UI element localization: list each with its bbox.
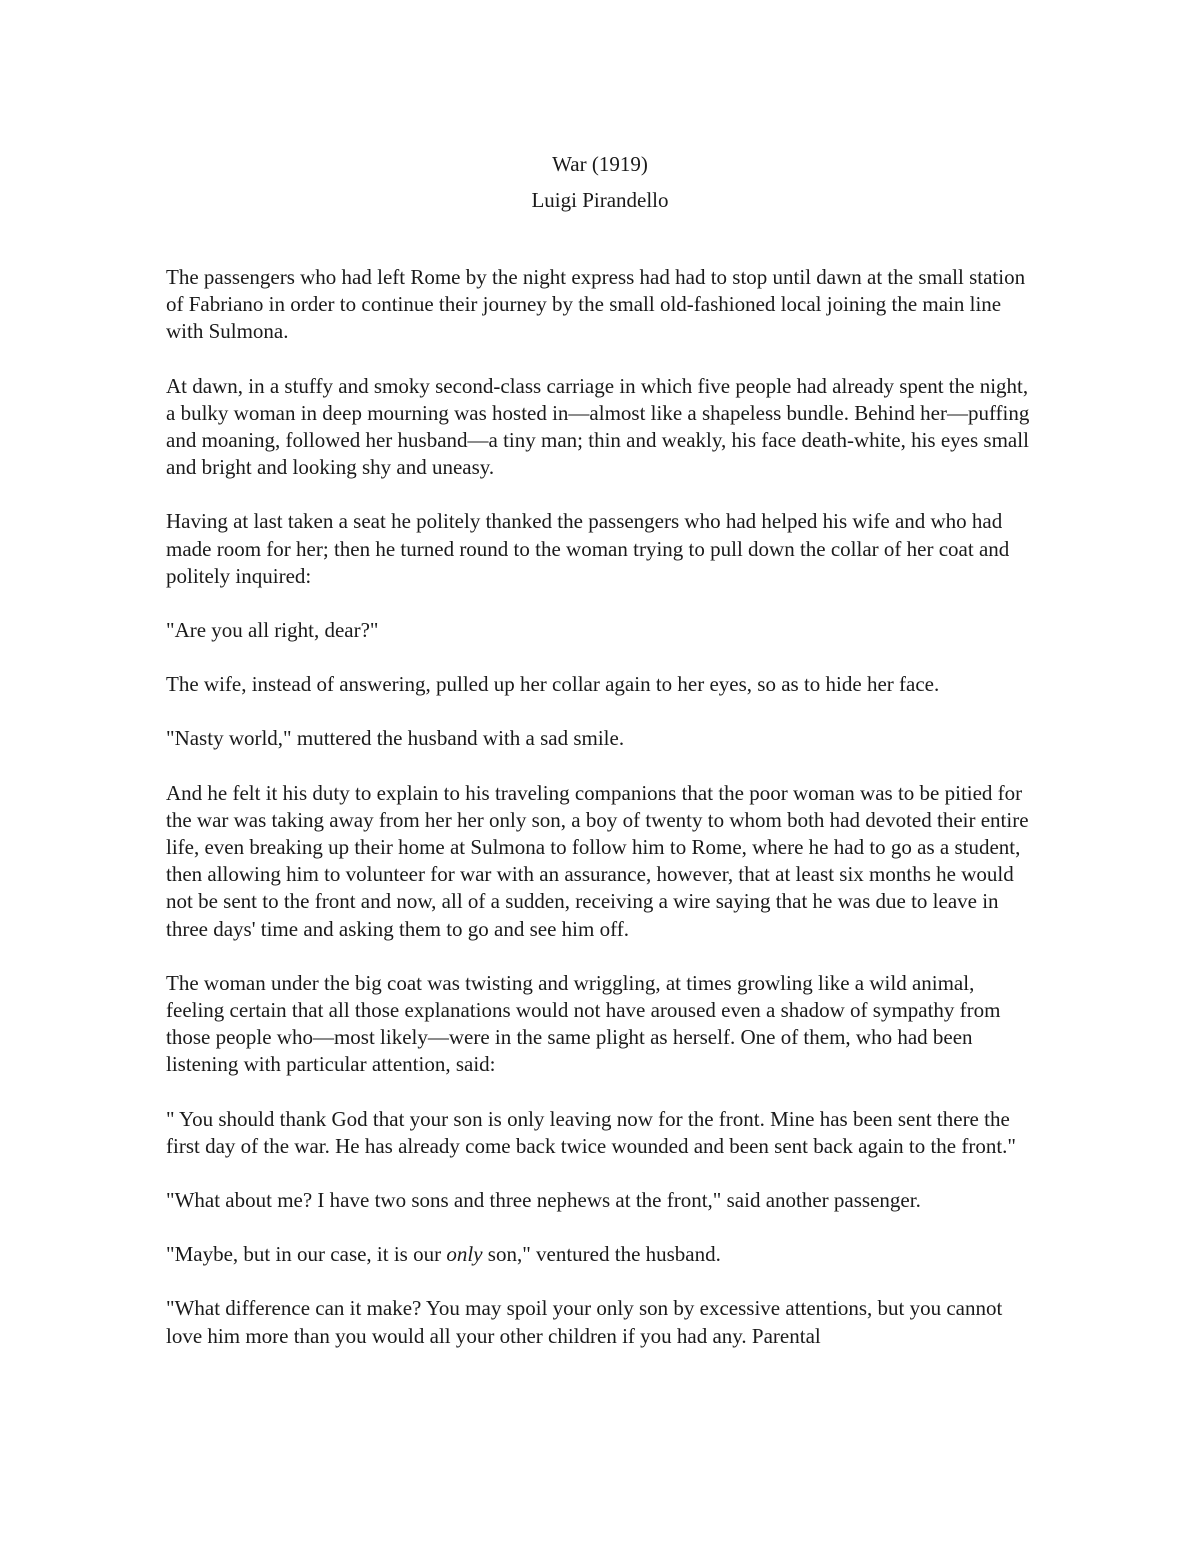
document-author: Luigi Pirandello	[531, 188, 669, 212]
paragraph-2: At dawn, in a stuffy and smoky second-class carriage in which five people had already spent the night, a bulky woman in deep mourning was hosted in—almost like a shapeless bundle. Behind her—puffing and moaning, followed her husband—a tiny man; thin and weakly, his face death-white, his eyes small and bright and looking shy and uneasy.	[166, 373, 1030, 480]
paragraph-4: "Are you all right, dear?"	[166, 618, 379, 643]
document-title: War (1919)	[552, 152, 648, 176]
paragraph-11-after: son," ventured the husband.	[482, 1242, 721, 1267]
paragraph-11	[166, 1241, 1036, 1268]
paragraph-11-emphasis: only	[446, 1242, 483, 1267]
paragraph-1: The passengers who had left Rome by the night express had had to stop until dawn at the small station of Fabriano in order to continue their journey by the small old-fashioned local joining the main line with Sulmona.	[166, 265, 1026, 344]
paragraph-3: Having at last taken a seat he politely thanked the passengers who had helped his wife and who had made room for her; then he turned round to the woman trying to pull down the collar of her coat and politely inquired:	[166, 509, 1010, 588]
paragraph-12: "What difference can it make? You may spoil your only son by excessive attentions, but you cannot love him more than you would all your other children if you had any. Parental	[166, 1296, 1003, 1348]
paragraph-5: The wife, instead of answering, pulled up her collar again to her eyes, so as to hide her face.	[166, 672, 940, 697]
paragraph-6: "Nasty world," muttered the husband with a sad smile.	[166, 726, 625, 751]
paragraph-8: The woman under the big coat was twisting and wriggling, at times growling like a wild animal, feeling certain that all those explanations would not have aroused even a shadow of sympathy from those people who—most likely—were in the same plight as herself. One of them, who had been listening with particular attention, said:	[166, 970, 1001, 1077]
paragraph-11-before: "Maybe, but in our case, it is our	[166, 1242, 447, 1267]
paragraph-10: "What about me? I have two sons and three nephews at the front," said another passenger.	[166, 1188, 921, 1213]
paragraph-7: And he felt it his duty to explain to his traveling companions that the poor woman was to be pitied for the war was taking away from her her only son, a boy of twenty to whom both had devoted their entire life, even breaking up their home at Sulmona to follow him to Rome, where he had to go as a student, then allowing him to volunteer for war with an assurance, however, that at least six months he would not be sent to the front and now, all of a sudden, receiving a wire saying that he was due to leave in three days' time and asking them to go and see him off.	[166, 780, 1029, 941]
paragraph-9: " You should thank God that your son is only leaving now for the front. Mine has been sent there the first day of the war. He has already come back twice wounded and been sent back again to the front."	[166, 1106, 1017, 1158]
document-body	[166, 264, 1036, 1377]
